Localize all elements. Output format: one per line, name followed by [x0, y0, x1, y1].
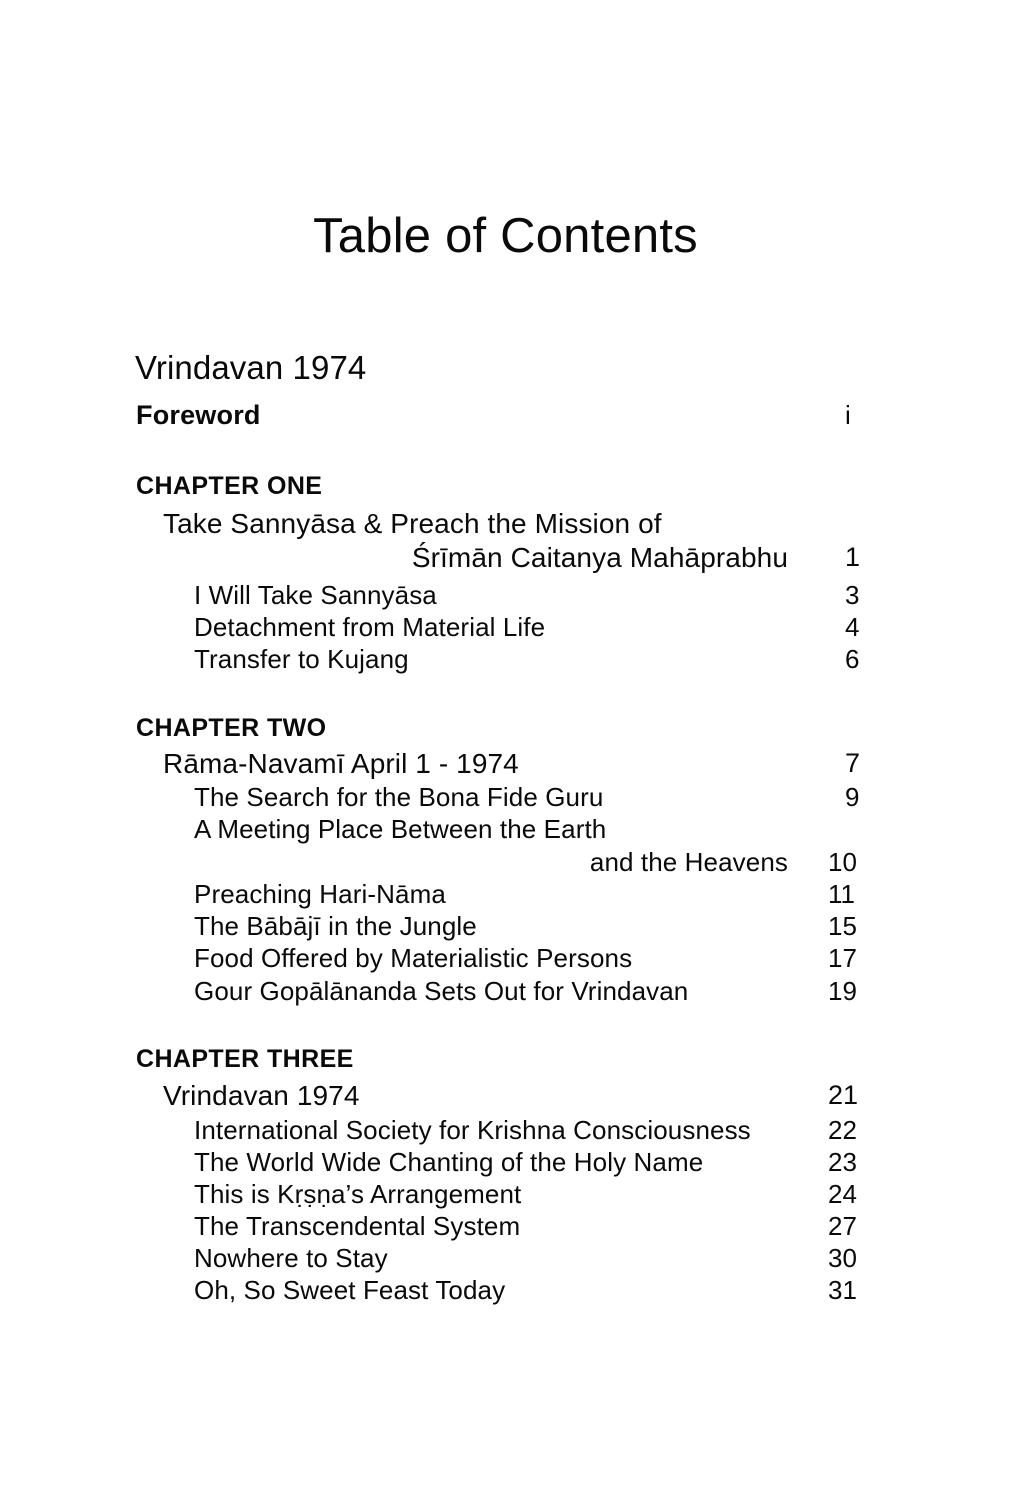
- toc-entry-label: The Bābājī in the Jungle: [194, 911, 477, 941]
- toc-page-number: 24: [828, 1179, 857, 1209]
- toc-row[interactable]: [0, 1045, 1011, 1077]
- toc-page-number: 30: [828, 1243, 857, 1273]
- toc-entry-label: International Society for Krishna Consciousness: [194, 1115, 751, 1145]
- toc-row[interactable]: [0, 847, 1011, 879]
- toc-entry-label: CHAPTER TWO: [136, 714, 327, 742]
- toc-entry-label: Detachment from Material Life: [194, 612, 546, 642]
- toc-entry-label: The Transcendental System: [194, 1211, 521, 1241]
- toc-entry-label: Oh, So Sweet Feast Today: [194, 1275, 506, 1305]
- toc-page-number: 10: [828, 847, 857, 877]
- toc-page-number: 27: [828, 1211, 857, 1241]
- toc-row[interactable]: [0, 782, 1011, 814]
- toc-row[interactable]: [0, 714, 1011, 746]
- toc-page-number: 3: [845, 580, 860, 610]
- toc-page-number: 9: [845, 782, 860, 812]
- toc-entry-label: I Will Take Sannyāsa: [194, 580, 437, 610]
- toc-entry-label: Foreword: [136, 400, 261, 430]
- toc-row[interactable]: [0, 1080, 1011, 1112]
- toc-row[interactable]: [0, 644, 1011, 676]
- toc-page-number: 17: [828, 943, 857, 973]
- toc-page-number: 4: [845, 612, 860, 642]
- toc-row[interactable]: [0, 1115, 1011, 1147]
- toc-row[interactable]: [0, 400, 1011, 432]
- toc-entry-label: Take Sannyāsa & Preach the Mission of: [163, 508, 662, 539]
- toc-row[interactable]: [0, 612, 1011, 644]
- toc-entry-label: The World Wide Chanting of the Holy Name: [194, 1147, 704, 1177]
- toc-page-number: 6: [845, 644, 860, 674]
- toc-page-number: 7: [845, 748, 861, 778]
- toc-entry-label: Nowhere to Stay: [194, 1243, 388, 1273]
- toc-entry-label: Preaching Hari-Nāma: [194, 879, 446, 909]
- toc-row[interactable]: [0, 542, 1011, 574]
- toc-row[interactable]: [0, 1243, 1011, 1275]
- toc-row[interactable]: [0, 911, 1011, 943]
- toc-entry-label: Food Offered by Materialistic Persons: [194, 943, 633, 973]
- toc-row[interactable]: [0, 472, 1011, 504]
- toc-page-number: 1: [845, 542, 861, 572]
- toc-row[interactable]: [0, 943, 1011, 975]
- book-section-heading: Vrindavan 1974: [135, 349, 367, 387]
- toc-entry-label: and the Heavens: [589, 847, 788, 877]
- page-title: Table of Contents: [313, 208, 698, 263]
- toc-row[interactable]: [0, 814, 1011, 846]
- toc-page-number: 23: [828, 1147, 857, 1177]
- toc-page-number: 11: [828, 879, 855, 909]
- toc-entry-label: The Search for the Bona Fide Guru: [194, 782, 604, 812]
- toc-entry-label: Vrindavan 1974: [163, 1080, 360, 1111]
- toc-page-number: 31: [828, 1275, 857, 1305]
- toc-entry-label: CHAPTER THREE: [136, 1045, 354, 1073]
- toc-entry-label: Rāma-Navamī April 1 - 1974: [163, 748, 519, 779]
- toc-entry-label: A Meeting Place Between the Earth: [194, 814, 607, 844]
- toc-row[interactable]: [0, 976, 1011, 1008]
- toc-row[interactable]: [0, 1211, 1011, 1243]
- toc-page-number: 15: [828, 911, 857, 941]
- toc-page-number: i: [845, 400, 851, 430]
- toc-row[interactable]: [0, 508, 1011, 540]
- toc-row[interactable]: [0, 1179, 1011, 1211]
- toc-entry-label: Transfer to Kujang: [194, 644, 409, 674]
- toc-entry-label: Śrīmān Caitanya Mahāprabhu: [411, 542, 788, 573]
- toc-row[interactable]: [0, 748, 1011, 780]
- toc-row[interactable]: [0, 1147, 1011, 1179]
- toc-entry-label: CHAPTER ONE: [136, 472, 323, 500]
- toc-page-number: 21: [828, 1080, 859, 1110]
- toc-page-number: 22: [828, 1115, 857, 1145]
- toc-entry-label: Gour Gopālānanda Sets Out for Vrindavan: [194, 976, 689, 1006]
- toc-row[interactable]: [0, 580, 1011, 612]
- toc-row[interactable]: [0, 1275, 1011, 1307]
- toc-entry-label: This is Kṛṣṇa’s Arrangement: [194, 1179, 522, 1209]
- toc-row[interactable]: [0, 879, 1011, 911]
- toc-page-number: 19: [828, 976, 857, 1006]
